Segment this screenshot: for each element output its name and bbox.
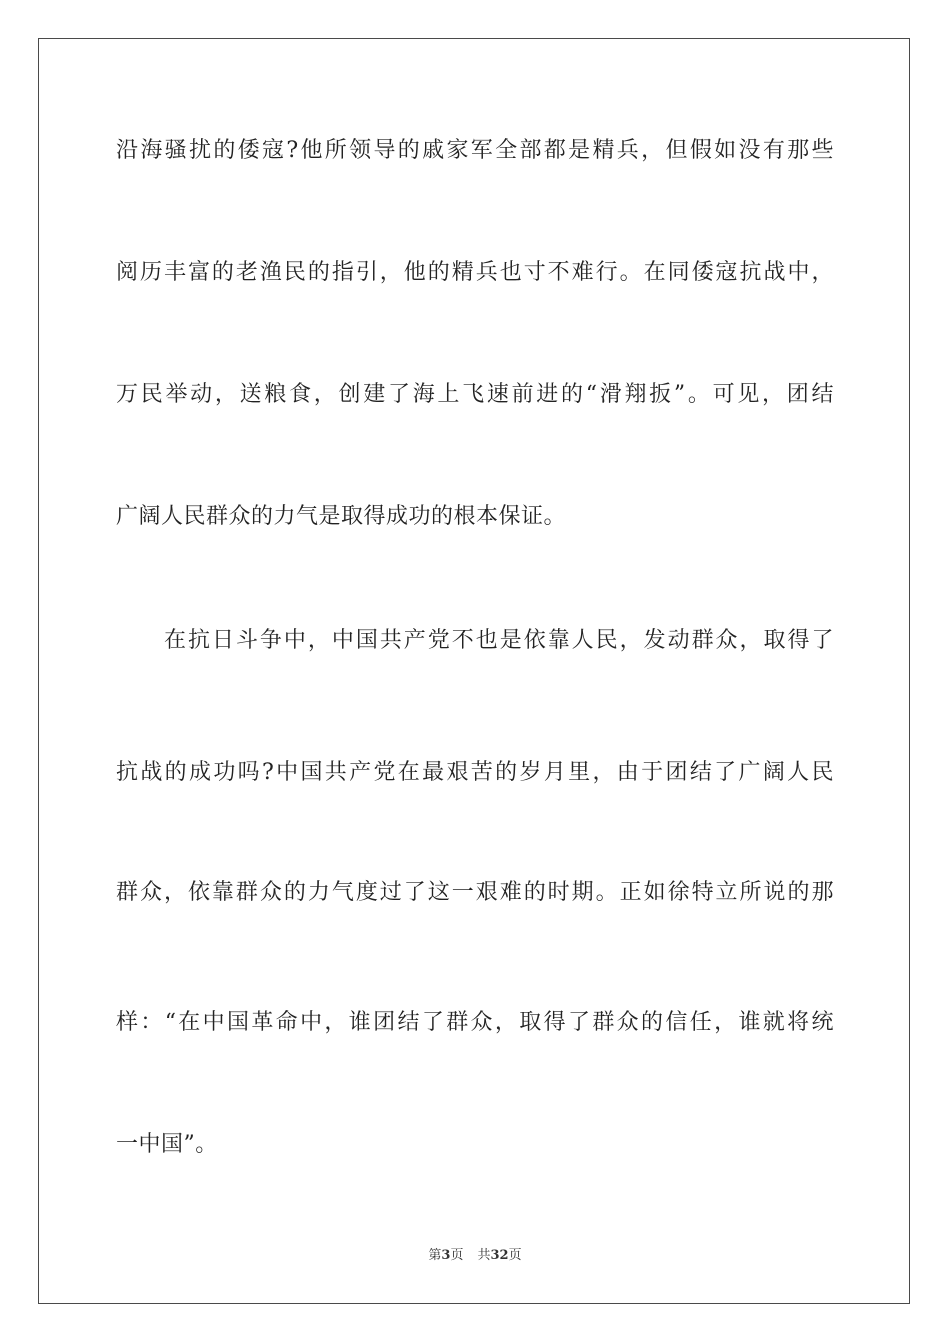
paragraph-line-6: 抗战的成功吗?中国共产党在最艰苦的岁月里，由于团结了广阔人民 [116,760,834,785]
page-border [38,38,910,1304]
footer-total-suffix: 页 [508,1248,522,1263]
paragraph-line-2: 阅历丰富的老渔民的指引，他的精兵也寸不难行。在同倭寇抗战中， [116,260,834,285]
footer-total-prefix: 共 [477,1248,491,1263]
footer-page-suffix: 页 [450,1248,464,1263]
paragraph-line-9: 一中国”。 [116,1132,218,1157]
paragraph-line-4: 广阔人民群众的力气是取得成功的根本保证。 [116,504,567,529]
footer-total-pages: 32 [490,1248,509,1263]
paragraph-line-5: 在抗日斗争中，中国共产党不也是依靠人民，发动群众，取得了 [164,628,834,653]
footer-page-number: 3 [441,1248,451,1263]
paragraph-line-1: 沿海骚扰的倭寇?他所领导的戚家军全部都是精兵，但假如没有那些 [116,138,834,163]
paragraph-line-8: 样：“在中国革命中，谁团结了群众，取得了群众的信任，谁就将统 [116,1010,834,1035]
paragraph-line-3: 万民举动，送粮食，创建了海上飞速前进的“滑翔扳”。可见，团结 [116,382,834,407]
paragraph-line-7: 群众，依靠群众的力气度过了这一艰难的时期。正如徐特立所说的那 [116,880,834,905]
page-footer [0,1247,950,1265]
footer-page-prefix: 第 [428,1248,442,1263]
